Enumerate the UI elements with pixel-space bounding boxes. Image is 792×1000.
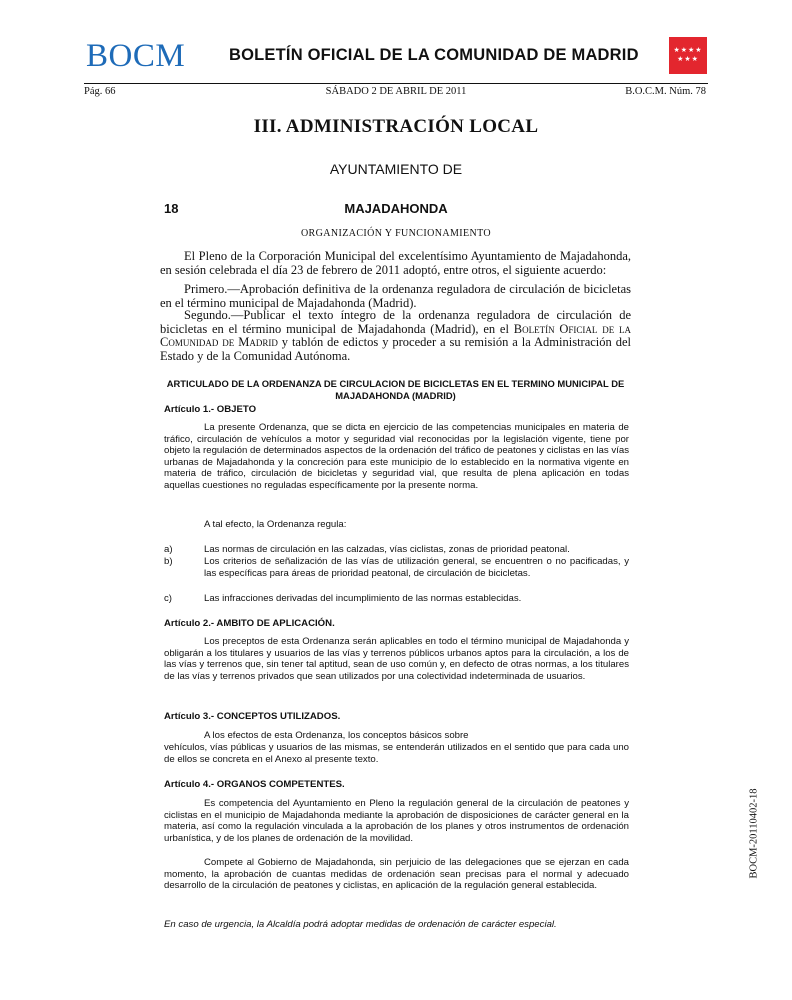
- list-marker: c): [164, 593, 172, 604]
- article-3-title: Artículo 3.- CONCEPTOS UTILIZADOS.: [164, 711, 341, 722]
- article-3-paragraph-1a: A los efectos de esta Ordenanza, los conceptos básicos sobre: [204, 730, 469, 741]
- article-4-title: Artículo 4.- ORGANOS COMPETENTES.: [164, 779, 345, 790]
- intro-paragraph-1: El Pleno de la Corporación Municipal del excelentísimo Ayuntamiento de Majadahonda, en sesión celebrada el día 23 de febrero de 2011 adoptó, entre otros, el siguiente acuerdo:: [160, 249, 631, 277]
- madrid-flag-icon: ★★★★ ★★★: [669, 37, 707, 74]
- section-title: III. ADMINISTRACIÓN LOCAL: [253, 116, 539, 137]
- list-item-text: Las normas de circulación en las calzadas, vías ciclistas, zonas de prioridad peatonal.: [204, 544, 570, 555]
- list-marker: a): [164, 544, 173, 555]
- article-1-paragraph-1: La presente Ordenanza, que se dicta en ejercicio de las competencias municipales en materia de tráfico, circulación de vehículos a motor y seguridad vial reconocidas por la legislación vigente, tiene por objeto la regulación de determinados aspectos de la ordenación del tráfico de peatones y ciclistas en las vías urbanas de Majadahonda y la concreción para este municipio de lo establecido en la normativa vigente en materia de tráfico, circulación de bicicletas y seguridad vial, que resulta de plena aplicación en todas aquellas cuestiones no reguladas específicamente por la presente norma.: [164, 422, 629, 491]
- ordinance-heading: ARTICULADO DE LA ORDENANZA DE CIRCULACION DE BICICLETAS EN EL TERMINO MUNICIPAL DE MAJADAHONDA (MADRID): [166, 378, 625, 401]
- issue-number: B.O.C.M. Núm. 78: [625, 86, 706, 97]
- issue-date: SÁBADO 2 DE ABRIL DE 2011: [325, 86, 467, 97]
- article-4-paragraph-3: En caso de urgencia, la Alcaldía podrá adoptar medidas de ordenación de carácter especial.: [164, 919, 557, 930]
- list-item-text: Las infracciones derivadas del incumplimiento de las normas establecidas.: [204, 593, 522, 604]
- article-2-paragraph-1: Los preceptos de esta Ordenanza serán aplicables en todo el término municipal de Majadahonda y obligarán a los titulares y usuarios de las vías y terrenos públicos urbanos aptos para la circulación, a los de las vías y terrenos que, sin tener tal aptitud, sean de uso común y, en defecto de otras normas, a los titulares de las vías y terrenos privados que sean utilizados por una colectividad indeterminada de usuarios.: [164, 636, 629, 682]
- category-label: ORGANIZACIÓN Y FUNCIONAMIENTO: [300, 228, 492, 239]
- list-item: [164, 544, 629, 556]
- intro-paragraph-3-b: y tablón de edictos y proceder a su remisión a la Administración del Estado y de la Comunidad Autónoma.: [160, 335, 631, 363]
- header-rule: [84, 83, 708, 84]
- intro-paragraph-3-a: Segundo.—Publicar el texto íntegro de la ordenanza reguladora de circulación de bicicletas en el término municipal de Majadahonda (Madrid), en el: [160, 308, 631, 336]
- article-1-paragraph-2: A tal efecto, la Ordenanza regula:: [204, 519, 347, 530]
- article-4-paragraph-2: Compete al Gobierno de Majadahonda, sin perjuicio de las delegaciones que se ejerzan en cada momento, la aprobación de cuantas medidas de ordenación sean precisas para el normal y adecuado desarrollo de la circulación de peatones y ciclistas, en aplicación de la regulación general establecida.: [164, 857, 629, 892]
- organization-label: AYUNTAMIENTO DE: [329, 161, 463, 177]
- page-number: Pág. 66: [84, 86, 116, 97]
- side-document-code: BOCM-20110402-18: [748, 788, 760, 879]
- article-2-title: Artículo 2.- AMBITO DE APLICACIÓN.: [164, 618, 335, 629]
- municipality-name: MAJADAHONDA: [344, 201, 448, 216]
- list-marker: b): [164, 556, 173, 567]
- bocm-logo: BOCM: [86, 38, 186, 74]
- article-3-paragraph-1b: vehículos, vías públicas y usuarios de las mismas, se entenderán utilizados en el sentido que para cada uno de ellos se concreta en el Anexo al presente texto.: [164, 742, 629, 765]
- intro-paragraph-3: [160, 309, 631, 363]
- reference-number: 18: [164, 201, 179, 216]
- intro-paragraph-2: Primero.—Aprobación definitiva de la ordenanza reguladora de circulación de bicicletas en el término municipal de Majadahonda (Madrid).: [160, 282, 631, 310]
- list-item: [164, 593, 629, 605]
- list-item-text: Los criterios de señalización de las vías de utilización general, se encuentren o no pacificadas, y las específicas para áreas de prioridad peatonal, de circulación de bicicletas.: [204, 556, 629, 579]
- article-1-title: Artículo 1.- OBJETO: [164, 404, 257, 415]
- list-item: [164, 556, 629, 592]
- gazette-title: BOLETÍN OFICIAL DE LA COMUNIDAD DE MADRID: [229, 46, 639, 64]
- article-4-paragraph-1: Es competencia del Ayuntamiento en Pleno la regulación general de la circulación de peatones y ciclistas en el municipio de Majadahonda mediante la aprobación de disposiciones de carácter general en la materia, así como la regulación vinculada a la aprobación de los planes y otros instrumentos de ordenación urbanística, y de los planes de ordenación de la movilidad.: [164, 798, 629, 844]
- gazette-name-smallcaps: Boletín Oficial de la Comunidad de Madrid: [160, 321, 631, 350]
